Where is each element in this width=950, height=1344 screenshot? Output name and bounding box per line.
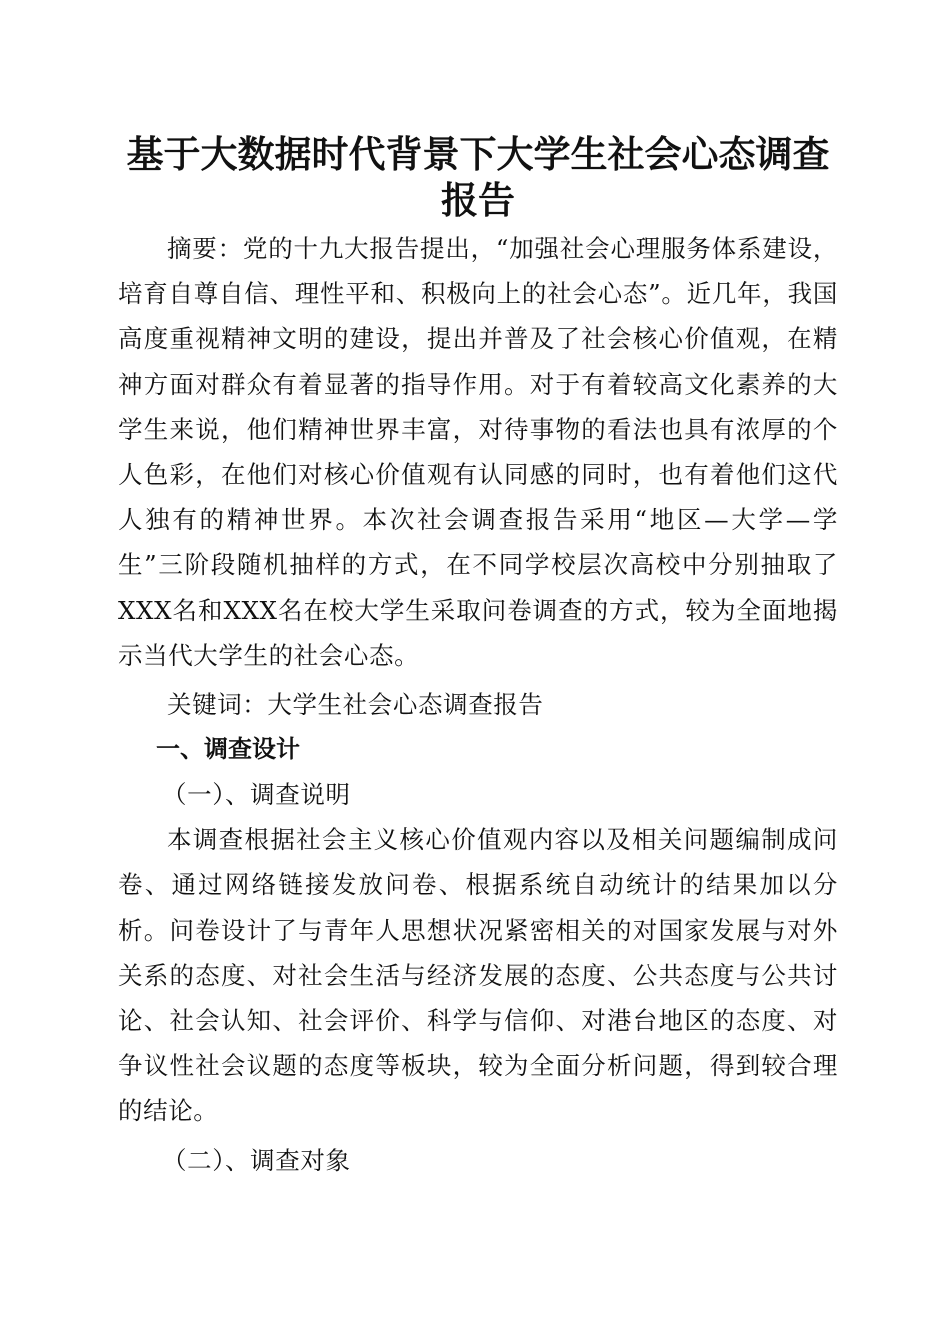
- keywords-paragraph: 关键词：大学生社会心态调查报告: [167, 690, 544, 720]
- document-page: [118, 132, 838, 1183]
- subsection-heading-survey-subjects: （二）、调查对象: [162, 1145, 351, 1175]
- section-heading-survey-design: 一、调查设计: [156, 735, 300, 764]
- abstract-paragraph: 摘要：党的十九大报告提出，“加强社会心理服务体系建设，培育自尊自信、理性平和、积极向上的社会心态”。近几年，我国高度重视精神文明的建设，提出并普及了社会核心价值观，在精神方面对群众有着显著的指导作用。对于有着较高文化素养的大学生来说，他们精神世界丰富，对待事物的看法也具有浓厚的个人色彩，在他们对核心价值观有认同感的同时，也有着他们这代人独有的精神世界。本次社会调查报告采用“地区—大学—学生”三阶段随机抽样的方式，在不同学校层次高校中分别抽取了XXX名和XXX名在校大学生采取问卷调查的方式，较为全面地揭示当代大学生的社会心态。: [118, 234, 838, 670]
- survey-description-paragraph: 本调查根据社会主义核心价值观内容以及相关问题编制成问卷、通过网络链接发放问卷、根据系统自动统计的结果加以分析。问卷设计了与青年人思想状况紧密相关的对国家发展与对外关系的态度、对社会生活与经济发展的态度、公共态度与公共讨论、社会认知、社会评价、科学与信仰、对港台地区的态度、对争议性社会议题的态度等板块，较为全面分析问题，得到较合理的结论。: [118, 825, 838, 1126]
- document-title: 基于大数据时代背景下大学生社会心态调查报告: [126, 133, 830, 222]
- subsection-heading-survey-description: （一）、调查说明: [162, 780, 351, 810]
